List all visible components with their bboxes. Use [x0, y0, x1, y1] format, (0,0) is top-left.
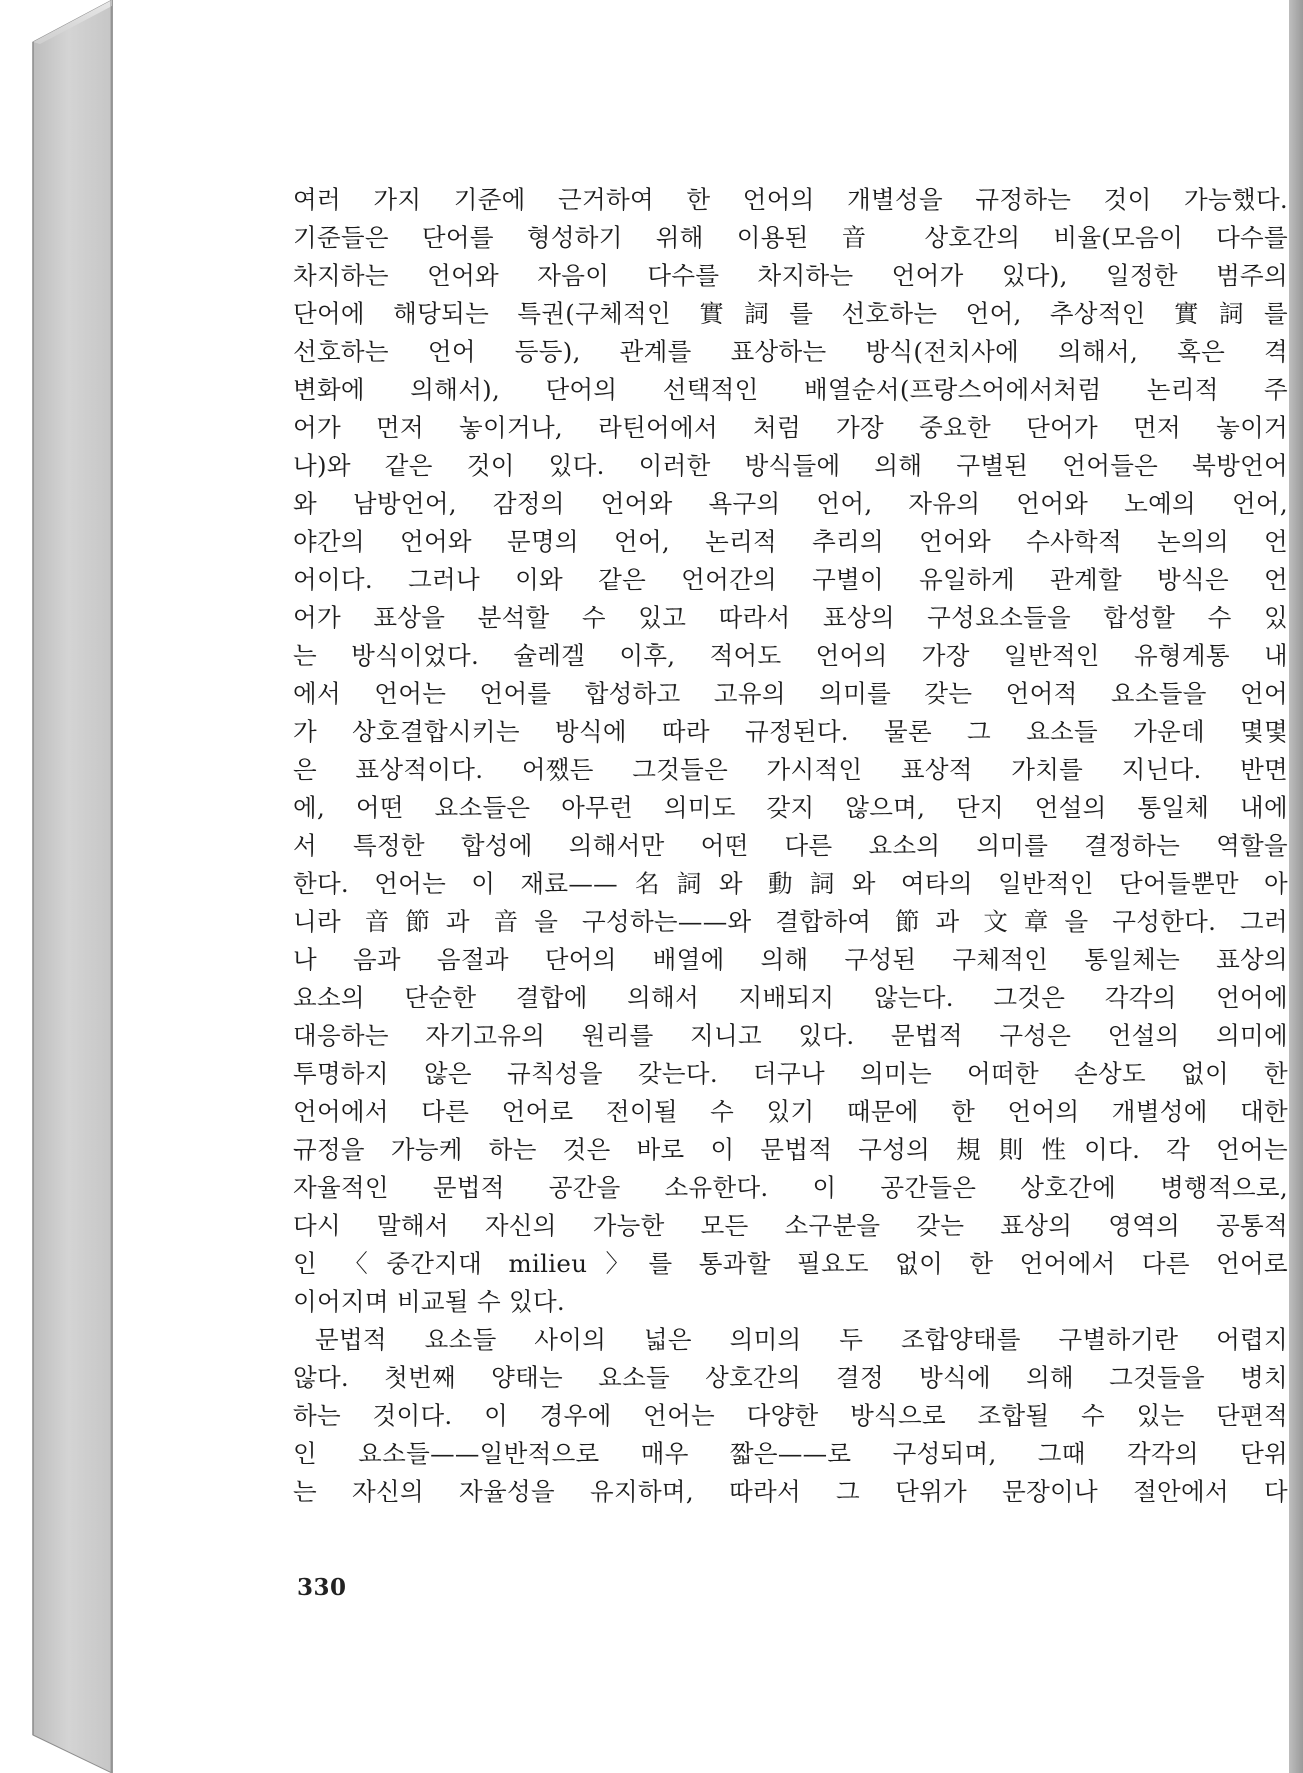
text-line: 여러 가지 기준에 근거하여 한 언어의 개별성을 규정하는 것이 가능했다. — [293, 185, 1288, 214]
text-line: 에서 언어는 언어를 합성하고 고유의 의미를 갖는 언어적 요소들을 언어 — [293, 679, 1288, 708]
page-number: 330 — [297, 1574, 347, 1601]
text-line: 한다. 언어는 이 재료——名詞와 動詞와 여타의 일반적인 단어들뿐만 아 — [293, 869, 1288, 898]
text-line: 투명하지 않은 규칙성을 갖는다. 더구나 의미는 어떠한 손상도 없이 한 — [293, 1059, 1288, 1088]
text-line: 가 상호결합시키는 방식에 따라 규정된다. 물론 그 요소들 가운데 몇몇 — [293, 717, 1288, 746]
text-line: 선호하는 언어 등등), 관계를 표상하는 방식(전치사에 의해서, 혹은 격 — [293, 337, 1288, 366]
text-line: 는 방식이었다. 슐레겔 이후, 적어도 언어의 가장 일반적인 유형계통 내 — [293, 641, 1288, 670]
text-line: 변화에 의해서), 단어의 선택적인 배열순서(프랑스어에서처럼 논리적 주 — [293, 375, 1288, 404]
text-line: 는 자신의 자율성을 유지하며, 따라서 그 단위가 문장이나 절안에서 다 — [293, 1477, 1288, 1506]
text-line: 인 요소들——일반적으로 매우 짧은——로 구성되며, 그때 각각의 단위 — [293, 1439, 1288, 1468]
text-line: 어이다. 그러나 이와 같은 언어간의 구별이 유일하게 관계할 방식은 언 — [293, 565, 1288, 594]
text-line: 자율적인 문법적 공간을 소유한다. 이 공간들은 상호간에 병행적으로, — [293, 1173, 1288, 1202]
text-line: 인 〈중간지대 milieu〉를 통과할 필요도 없이 한 언어에서 다른 언어로 — [293, 1249, 1288, 1278]
text-line: 에, 어떤 요소들은 아무런 의미도 갖지 않으며, 단지 언설의 통일체 내에 — [293, 793, 1288, 822]
book-page — [112, 0, 1289, 1773]
book-spine-graphic — [0, 0, 112, 1773]
text-line: 언어에서 다른 언어로 전이될 수 있기 때문에 한 언어의 개별성에 대한 — [293, 1097, 1288, 1126]
text-line: 야간의 언어와 문명의 언어, 논리적 추리의 언어와 수사학적 논의의 언 — [293, 527, 1288, 556]
text-line: 서 특정한 합성에 의해서만 어떤 다른 요소의 의미를 결정하는 역할을 — [293, 831, 1288, 860]
text-line: 요소의 단순한 결합에 의해서 지배되지 않는다. 그것은 각각의 언어에 — [293, 983, 1288, 1012]
paragraph-end-line: 이어지며 비교될 수 있다. — [293, 1287, 566, 1316]
text-line: 기준들은 단어를 형성하기 위해 이용된 音 상호간의 비율(모음이 다수를 — [293, 223, 1288, 252]
text-line: 나 음과 음절과 단어의 배열에 의해 구성된 구체적인 통일체는 표상의 — [293, 945, 1288, 974]
text-line: 대응하는 자기고유의 원리를 지니고 있다. 문법적 구성은 언설의 의미에 — [293, 1021, 1288, 1050]
text-line: 어가 먼저 놓이거나, 라틴어에서 처럼 가장 중요한 단어가 먼저 놓이거 — [293, 413, 1288, 442]
text-line: 차지하는 언어와 자음이 다수를 차지하는 언어가 있다), 일정한 범주의 — [293, 261, 1288, 290]
text-line: 니라 音節과 音을 구성하는——와 결합하여 節과 文章을 구성한다. 그러 — [293, 907, 1288, 936]
text-line: 않다. 첫번째 양태는 요소들 상호간의 결정 방식에 의해 그것들을 병치 — [293, 1363, 1288, 1392]
body-text — [293, 181, 1288, 1511]
paragraph-start-line: 문법적 요소들 사이의 넓은 의미의 두 조합양태를 구별하기란 어렵지 — [315, 1325, 1288, 1354]
text-line: 은 표상적이다. 어쨌든 그것들은 가시적인 표상적 가치를 지닌다. 반면 — [293, 755, 1288, 784]
text-line: 하는 것이다. 이 경우에 언어는 다양한 방식으로 조합될 수 있는 단편적 — [293, 1401, 1288, 1430]
text-line: 다시 말해서 자신의 가능한 모든 소구분을 갖는 표상의 영역의 공통적 — [293, 1211, 1288, 1240]
text-line: 와 남방언어, 감정의 언어와 욕구의 언어, 자유의 언어와 노예의 언어, — [293, 489, 1288, 518]
book-spine — [0, 0, 112, 1773]
text-line: 규정을 가능케 하는 것은 바로 이 문법적 구성의 規則性이다. 각 언어는 — [293, 1135, 1288, 1164]
text-line: 나)와 같은 것이 있다. 이러한 방식들에 의해 구별된 언어들은 북방언어 — [293, 451, 1288, 480]
text-line: 어가 표상을 분석할 수 있고 따라서 표상의 구성요소들을 합성할 수 있 — [293, 603, 1288, 632]
text-line: 단어에 해당되는 특권(구체적인 實詞를 선호하는 언어, 추상적인 實詞를 — [293, 299, 1288, 328]
